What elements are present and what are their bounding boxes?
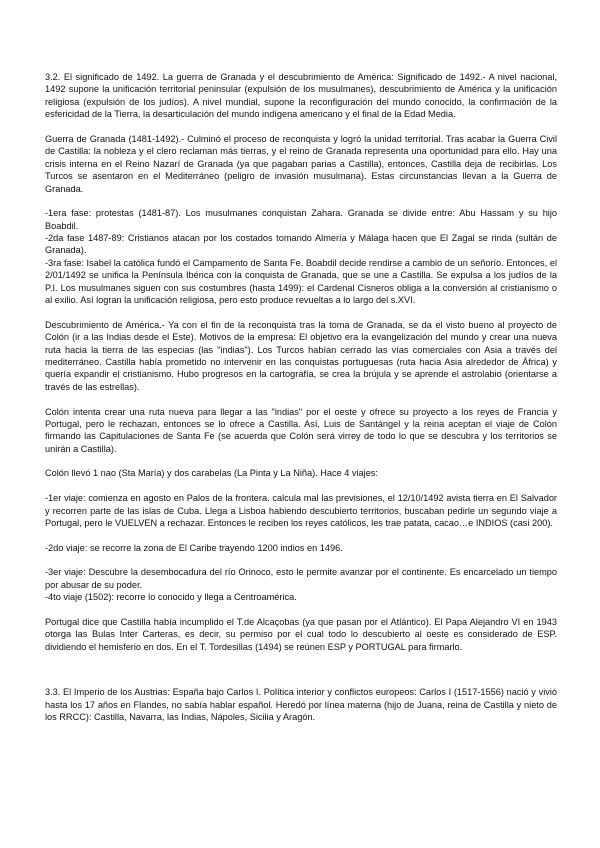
paragraph-imperio-austrias: 3.3. El Imperio de los Austrias: España bajo Carlos I. Política interior y conflictos europeos: Carlos I (1517-1556) nació y vivió hasta los 17 años en Flandes, no sabía hablar español. Heredó por línea materna (hijo de Juana, reina de Castilla y nieto de los RRCC): Castilla, Navarra, las Indias, Nápoles, Sicilia y Aragón. <box>45 687 557 722</box>
paragraph-colon-barcos: Colón llevó 1 nao (Sta María) y dos carabelas (La Pinta y La Niña). Hace 4 viajes: <box>45 468 378 479</box>
paragraph-viaje-2: -2do viaje: se recorre la zona de El Caribe trayendo 1200 indios en 1496. <box>45 542 343 553</box>
paragraph-colon-ruta: Colón intenta crear una ruta nueva para llegar a las "indias" por el oeste y ofrece su proyecto a los reyes de Francia y Portugal, pero le rechazan, entonces se lo ofrece a Castilla. Así, Luis de Santángel y la reina aceptan el viaje de Colón firmando las Capitulaciones de Santa Fe (se acuerda que Colón será virrey de todo lo que se descubra y los territorios se unirán a Castilla). <box>45 406 557 454</box>
paragraph-fase-2: -2da fase 1487-89: Cristianos atacan por los costados tomando Almería y Málaga hacen que El Zagal se rinda (sultán de Granada). <box>45 233 557 256</box>
paragraph-viaje-1: -1er viaje: comienza en agosto en Palos de la frontera. calcula mal las previsiones, el 12/10/1492 avista tierra en El Salvador y recorren parte de las islas de Cuba. Llega a Lisboa habiendo descubierto territorios, buscaban pedirle un segundo viaje a Portugal, pero le VUELVEN a rechazar. Entonces le reciben los reyes católicos, les trae patata, cacao…e INDIOS (casi 200). <box>45 493 557 528</box>
document-body <box>45 71 557 736</box>
paragraph-significado-1492: 3.2. El significado de 1492. La guerra de Granada y el descubrimiento de América: Significado de 1492.- A nivel nacional, 1492 supone la unificación territorial peninsular (expulsión de los musulmanes), descubrimiento de América y la unificación religiosa (expulsión de los judíos). A nivel mundial, supone la reconfiguración del mundo conocido, la confirmación de la esfericidad de la Tierra, la desarticulación del mundo indígena americano y el final de la Edad Media. <box>45 72 557 120</box>
paragraph-fase-1: -1era fase: protestas (1481-87). Los musulmanes conquistan Zahara. Granada se divide entre: Abu Hassam y su hijo Boabdil. <box>45 208 557 231</box>
paragraph-portugal-tratados: Portugal dice que Castilla había incumplido el T.de Alcaçobas (ya que pasan por el Atlántico). El Papa Alejandro VI en 1943 otorga las Bulas Inter Carteras, es decir, su permiso por el cual todo lo descubierto al oeste es considerado de ESP. dividiendo el hemisferio en dos. En el T. Tordesillas (1494) se reúnen ESP y PORTUGAL para firmarlo. <box>45 616 557 652</box>
paragraph-fase-3: -3ra fase: Isabel la católica fundó el Campamento de Santa Fe. Boabdil decide rendirse a cambio de un señorío. Entonces, el 2/01/1492 se unifica la Península Ibérica con la conquista de Granada, que se une a Castilla. Se expulsa a los judíos de la P.I. Los musulmanes siguen con sus costumbres (hasta 1499): el Cardenal Cisneros obliga a la conversión al cristianismo o al exilio. Así logran la unificación religiosa, pero esto produce revueltas a lo largo del s.XVI. <box>45 257 557 306</box>
paragraph-descubrimiento-america: Descubrimiento de América.- Ya con el fin de la reconquista tras la toma de Granada, se da el visto bueno al proyecto de Colón (ir a las Indias desde el Este). Motivos de la empresa: El objetivo era la evangelización del mundo y crear una nueva ruta hacia la tierra de las especias (las "indias"). Los Turcos habían cerrado las vías comerciales con Asia a través del mediterráneo. Castilla había prometido no intervenir en las conquistas portuguesas (ruta hacia Asia alrededor de África) y quería expandir el cristianismo. Hubo progresos en la cartografía, se crea la brújula y se aprende el astrolabio (orientarse a través de las estrellas). <box>45 319 557 392</box>
paragraph-viaje-3: -3er viaje: Descubre la desembocadura del río Orinoco, esto le permite avanzar por el continente. Es encarcelado un tiempo por abusar de su poder. <box>45 567 557 590</box>
paragraph-viaje-4: -4to viaje (1502): recorre lo conocido y llega a Centroamérica. <box>45 592 297 603</box>
paragraph-guerra-granada: Guerra de Granada (1481-1492).- Culminó el proceso de reconquista y logró la unidad territorial. Tras acabar la Guerra Civil de Castilla: la nobleza y el clero reclaman más tierras, y el reino de Granada representa una oportunidad para ello. Hay una crisis interna en el Reino Nazarí de Granada (ya que pagaban parias a Castilla), entonces, Castilla deja de recibirlas. Los Turcos se asentaron en el Mediterráneo (peligro de invasión musulmana). Estas circunstancias llevan a la Guerra de Granada. <box>45 133 557 194</box>
